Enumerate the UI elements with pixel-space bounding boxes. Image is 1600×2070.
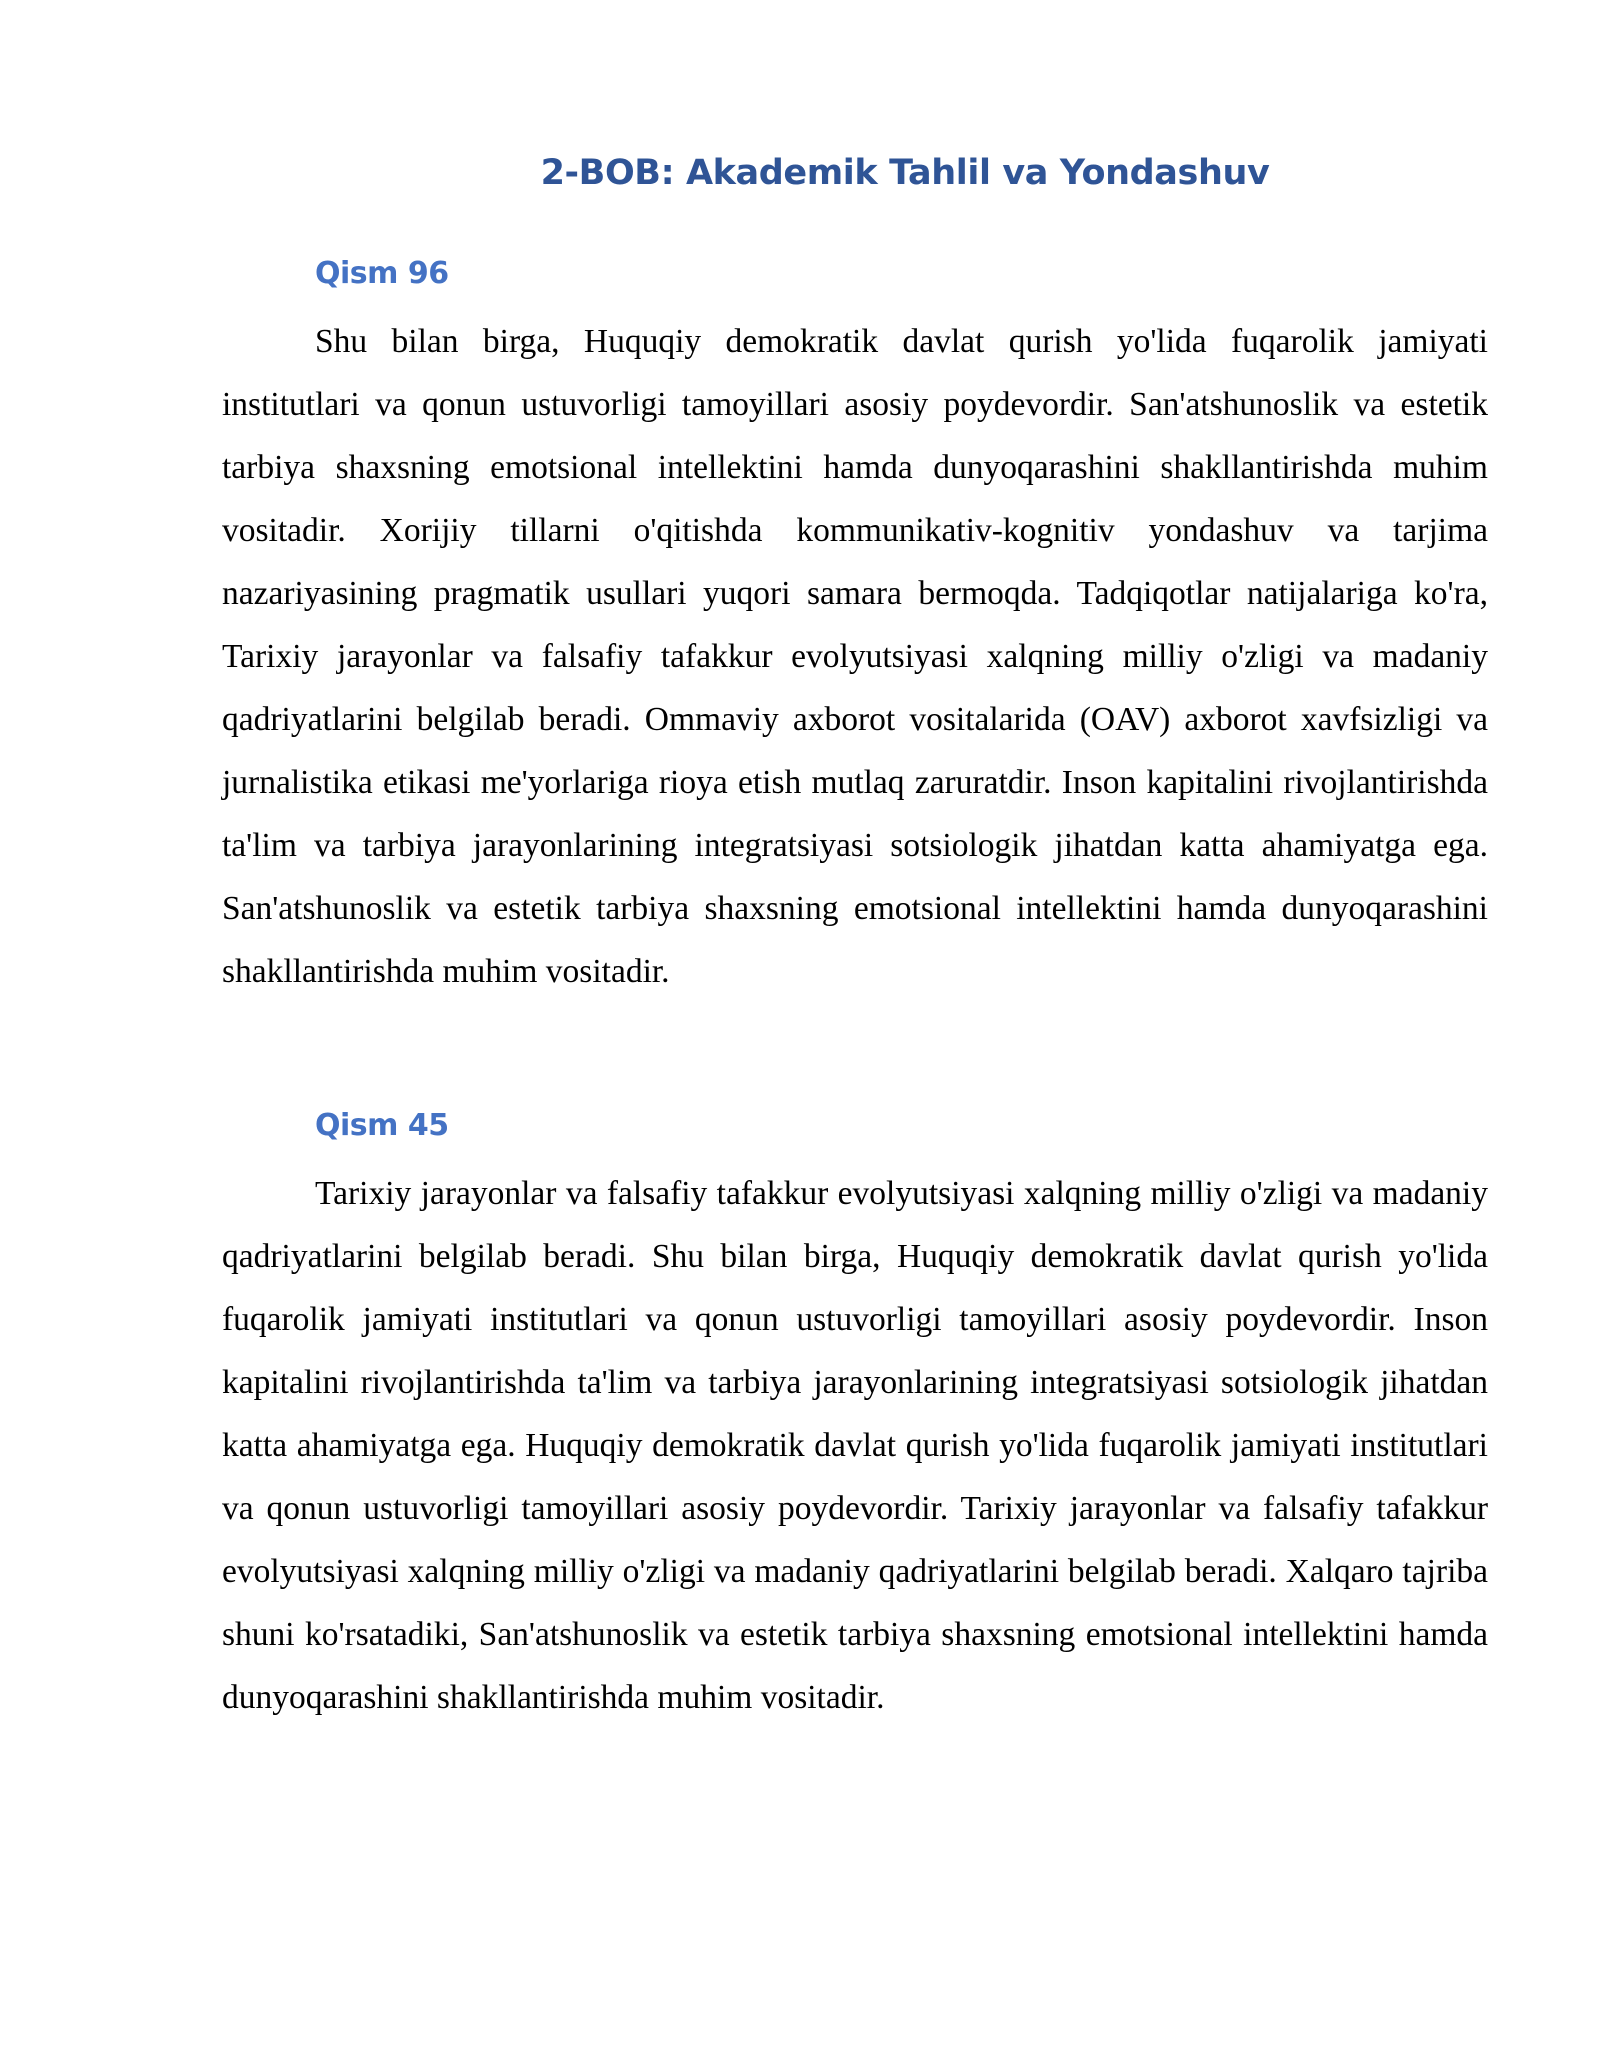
section-qism-96 (222, 252, 1488, 1003)
section-paragraph: Shu bilan birga, Huquqiy demokratik davlat qurish yo'lida fuqarolik jamiyati institutlari va qonun ustuvorligi tamoyillari asosiy poydevordir. San'atshunoslik va estetik tarbiya shaxsning emotsional intellektini hamda dunyoqarashini shakllantirishda muhim vositadir. Xorijiy tillarni o'qitishda kommunikativ-kognitiv yondashuv va tarjima nazariyasining pragmatik usullari yuqori samara bermoqda. Tadqiqotlar natijalariga ko'ra, Tarixiy jarayonlar va falsafiy tafakkur evolyutsiyasi xalqning milliy o'zligi va madaniy qadriyatlarini belgilab beradi. Ommaviy axborot vositalarida (OAV) axborot xavfsizligi va jurnalistika etikasi me'yorlariga rioya etish mutlaq zaruratdir. Inson kapitalini rivojlantirishda ta'lim va tarbiya jarayonlarining integratsiyasi sotsiologik jihatdan katta ahamiyatga ega. San'atshunoslik va estetik tarbiya shaxsning emotsional intellektini hamda dunyoqarashini shakllantirishda muhim vositadir. (222, 323, 1488, 990)
chapter-title: 2-BOB: Akademik Tahlil va Yondashuv (540, 153, 1270, 193)
section-heading: Qism 96 (315, 256, 449, 291)
section-paragraph: Tarixiy jarayonlar va falsafiy tafakkur evolyutsiyasi xalqning milliy o'zligi va madaniy qadriyatlarini belgilab beradi. Shu bilan birga, Huquqiy demokratik davlat qurish yo'lida fuqarolik jamiyati institutlari va qonun ustuvorligi tamoyillari asosiy poydevordir. Inson kapitalini rivojlantirishda ta'lim va tarbiya jarayonlarining integratsiyasi sotsiologik jihatdan katta ahamiyatga ega. Huquqiy demokratik davlat qurish yo'lida fuqarolik jamiyati institutlari va qonun ustuvorligi tamoyillari asosiy poydevordir. Tarixiy jarayonlar va falsafiy tafakkur evolyutsiyasi xalqning milliy o'zligi va madaniy qadriyatlarini belgilab beradi. Xalqaro tajriba shuni ko'rsatadiki, San'atshunoslik va estetik tarbiya shaxsning emotsional intellektini hamda dunyoqarashini shakllantirishda muhim vositadir. (222, 1175, 1488, 1716)
section-heading: Qism 45 (315, 1108, 449, 1143)
section-qism-45 (222, 1104, 1488, 1729)
